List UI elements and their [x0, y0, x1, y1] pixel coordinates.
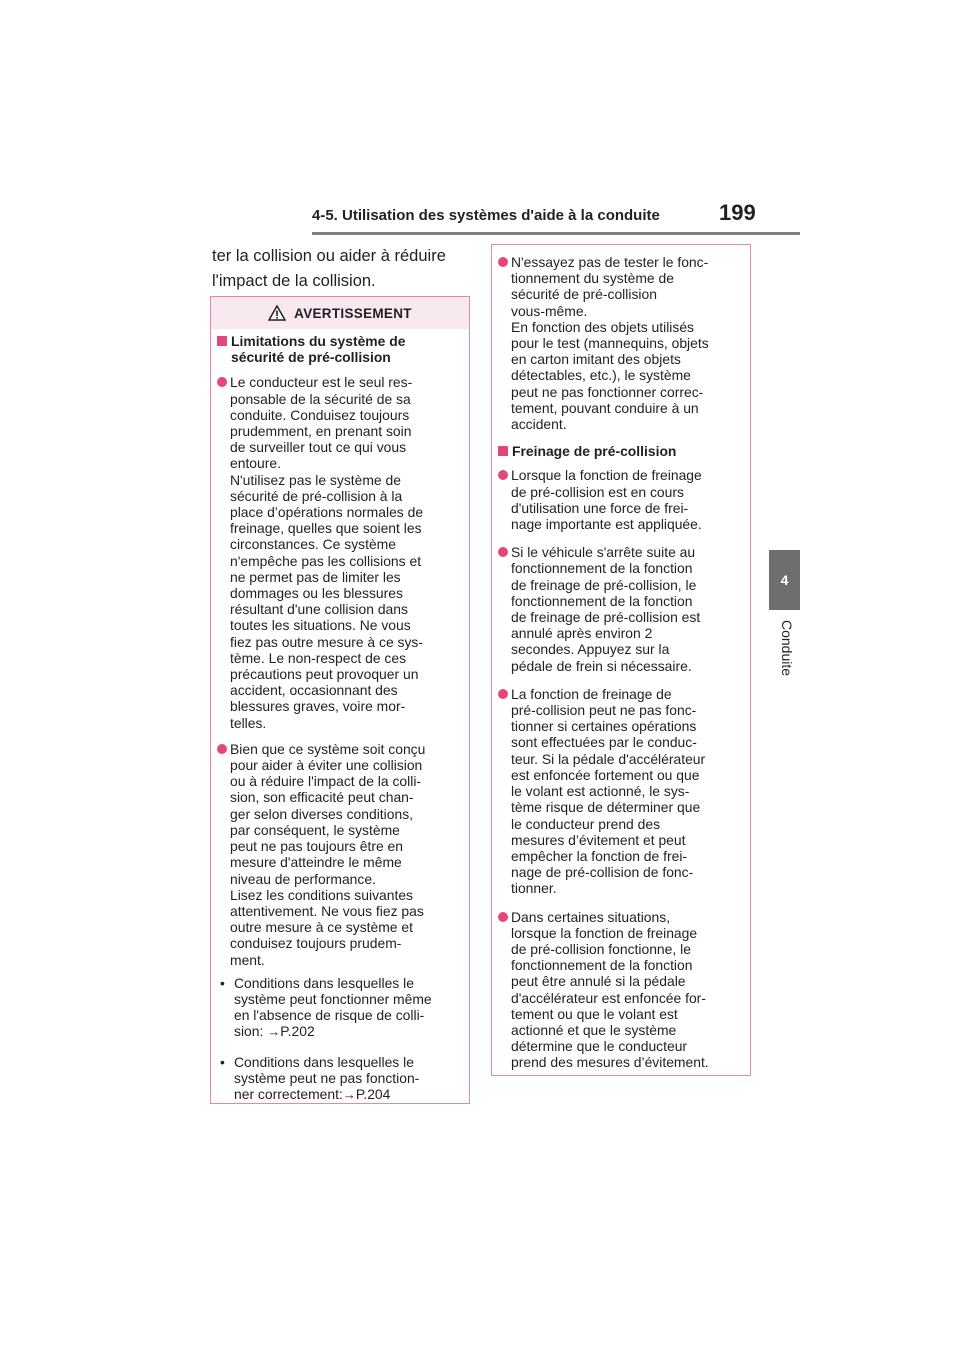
list-item — [498, 686, 742, 897]
intro-line: l'impact de la collision. — [212, 272, 376, 290]
text-line: nage importante est appliquée. — [511, 516, 702, 533]
text-line: est enfoncée fortement ou que — [511, 766, 700, 783]
text-line: entoure. — [230, 455, 281, 472]
text-line: accident. — [511, 416, 567, 433]
text-line: tionner. — [511, 880, 557, 897]
text-line: le conducteur prend des — [511, 815, 661, 832]
text-line: détermine que le conducteur — [511, 1038, 688, 1055]
round-bullet-icon — [498, 689, 508, 699]
round-bullet-icon — [217, 744, 227, 754]
text-line: de pré-collision fonctionne, le — [511, 940, 691, 957]
text-line: fonctionnement de la fonction — [511, 957, 693, 974]
item-text — [230, 374, 461, 730]
text-line: prend des mesures d’évitement. — [511, 1054, 709, 1071]
round-bullet-icon — [498, 547, 508, 557]
text-line: n'empêche pas les collisions et — [230, 552, 422, 569]
round-bullet-icon — [217, 377, 227, 387]
dot-bullet-icon: • — [220, 974, 225, 991]
square-bullet-icon — [498, 446, 508, 456]
round-bullet-icon — [498, 257, 508, 267]
text-line: conduite. Conduisez toujours — [230, 406, 410, 423]
text-line: telles. — [230, 714, 267, 731]
text-line: teur. Si la pédale d'accélérateur — [511, 750, 706, 767]
text-line: de freinage de pré-collision, le — [511, 576, 697, 593]
text-line: le volant est actionné, le sys- — [511, 783, 690, 800]
text-line: en carton imitant des objets — [511, 351, 681, 368]
text-line: peut être annulé si la pédale — [511, 973, 686, 990]
text-line: sécurité de pré-collision à la — [230, 487, 403, 504]
text-line: mesures d’évitement et peut — [511, 831, 686, 848]
text-line: ne permet pas de limiter les — [230, 568, 401, 585]
list-item — [498, 909, 742, 1071]
text-line: N'utilisez pas le système de — [230, 471, 401, 488]
text-line: Si le véhicule s'arrête suite au — [511, 544, 696, 561]
text-line: niveau de performance. — [230, 870, 376, 887]
text-line: ger selon diverses conditions, — [230, 805, 413, 822]
text-line: ponsable de la sécurité de sa — [230, 390, 411, 407]
text-line: place d’opérations normales de — [230, 504, 424, 521]
text-line: Freinage de pré-collision — [512, 443, 677, 460]
text-line: tement, pouvant conduire à un — [511, 399, 699, 416]
text-line: tionnement du système de — [511, 270, 674, 287]
page-number: 199 — [719, 200, 756, 225]
item-text — [511, 686, 742, 897]
text-line: secondes. Appuyez sur la — [511, 641, 670, 658]
text-line: pédale de frein si nécessaire. — [511, 657, 692, 674]
text-fragment: ner correctement: — [234, 1085, 343, 1102]
text-line: tème. Le non-respect de ces — [230, 649, 407, 666]
text-line: fonctionnement de la fonction — [511, 560, 693, 577]
section-title: 4-5. Utilisation des systèmes d'aide à la conduite — [312, 207, 660, 224]
text-line: résultant d'une collision dans — [230, 601, 408, 618]
list-item — [498, 467, 742, 532]
text-line: empêcher la fonction de frei- — [511, 847, 688, 864]
warning-title: AVERTISSEMENT — [294, 305, 412, 321]
sub-bullet-item — [217, 1054, 461, 1104]
text-line: sécurité de pré-collision — [511, 286, 657, 303]
text-line: En fonction des objets utilisés — [511, 318, 694, 335]
text-line: Conditions dans lesquelles le — [234, 974, 414, 991]
right-arrow-icon: → — [342, 1086, 356, 1102]
text-line: précautions peut provoquer un — [230, 666, 419, 683]
text-line: Le conducteur est le seul res- — [230, 374, 413, 391]
warning-content-right — [492, 245, 750, 1071]
text-line: d'accélérateur est enfoncée for- — [511, 989, 706, 1006]
chapter-label: Conduite — [779, 620, 795, 677]
text-line: fiez pas outre mesure à ce sys- — [230, 633, 424, 650]
text-line — [234, 1086, 419, 1103]
warning-content-left — [211, 329, 469, 1103]
text-line: de surveiller tout ce qui vous — [230, 439, 407, 456]
text-line: de pré-collision est en cours — [511, 483, 684, 500]
item-text — [230, 741, 461, 968]
sub-bullet-item — [217, 975, 461, 1041]
text-line: annulé après environ 2 — [511, 625, 653, 642]
text-line: sion, son efficacité peut chan- — [230, 789, 414, 806]
chapter-number: 4 — [780, 572, 789, 588]
warning-header — [211, 297, 469, 329]
item-text — [511, 909, 742, 1071]
header-divider — [312, 232, 800, 235]
text-line: vous-même. — [511, 302, 588, 319]
text-line: prudemment, en prenant soin — [230, 423, 412, 440]
round-bullet-icon — [498, 912, 508, 922]
text-line: en l'absence de risque de colli- — [234, 1007, 425, 1024]
text-line: pour le test (mannequins, objets — [511, 335, 709, 352]
subsection-title — [217, 333, 461, 365]
intro-text — [212, 244, 474, 294]
text-line: fonctionnement de la fonction — [511, 592, 693, 609]
warning-box — [210, 296, 470, 1104]
text-line: N'essayez pas de tester le fonc- — [511, 254, 709, 270]
list-item — [498, 544, 742, 674]
text-line: blessures graves, voire mor- — [230, 698, 406, 715]
list-item — [217, 741, 461, 968]
text-line: toutes les situations. Ne vous — [230, 617, 411, 634]
subsection-title — [498, 443, 742, 459]
text-line: système peut ne pas fonction- — [234, 1069, 420, 1086]
list-item — [498, 254, 742, 432]
text-line: accident, occasionnant des — [230, 682, 398, 699]
warning-box-continued — [491, 244, 751, 1076]
dot-bullet-icon: • — [220, 1053, 225, 1070]
text-line: lorsque la fonction de freinage — [511, 924, 698, 941]
item-text — [234, 975, 432, 1041]
text-line: d'utilisation une force de frei- — [511, 499, 689, 516]
text-line: freinage, quelles que soient les — [230, 520, 422, 537]
text-line: circonstances. Ce système — [230, 536, 396, 553]
text-line: pour aider à éviter une collision — [230, 757, 423, 774]
text-line: système peut fonctionner même — [234, 990, 432, 1007]
intro-line: ter la collision ou aider à réduire — [212, 247, 446, 265]
text-line: outre mesure à ce système et — [230, 919, 413, 936]
text-line: Limitations du système de — [231, 333, 406, 349]
item-text — [234, 1054, 419, 1104]
text-line: ment. — [230, 951, 265, 968]
page-reference[interactable]: P.202 — [280, 1023, 315, 1040]
text-line: mesure d'atteindre le même — [230, 854, 402, 871]
text-line: dommages ou les blessures — [230, 585, 403, 602]
text-line: Lorsque la fonction de freinage — [511, 467, 702, 484]
round-bullet-icon — [498, 470, 508, 480]
text-line: La fonction de freinage de — [511, 685, 672, 702]
item-text — [511, 544, 742, 674]
text-line: Bien que ce système soit conçu — [230, 740, 426, 757]
text-line: actionné et que le système — [511, 1021, 677, 1038]
text-line: peut ne pas toujours être en — [230, 838, 403, 855]
text-line: attentivement. Ne vous fiez pas — [230, 902, 424, 919]
text-line: de freinage de pré-collision est — [511, 609, 701, 626]
text-line: peut ne pas fonctionner correc- — [511, 383, 704, 400]
item-text — [511, 254, 742, 432]
warning-triangle-icon — [268, 305, 286, 321]
text-line: Conditions dans lesquelles le — [234, 1053, 414, 1070]
text-line: conduisez toujours prudem- — [230, 935, 402, 952]
text-line: ou à réduire l'impact de la colli- — [230, 773, 422, 790]
text-line: sont effectuées par le conduc- — [511, 734, 697, 751]
text-line: tème risque de déterminer que — [511, 799, 701, 816]
item-text — [511, 467, 742, 532]
text-line: Dans certaines situations, — [511, 908, 671, 925]
text-line: pré-collision peut ne pas fonc- — [511, 702, 697, 719]
right-arrow-icon: → — [267, 1024, 281, 1040]
page-reference[interactable]: P.204 — [355, 1085, 391, 1102]
square-bullet-icon — [217, 336, 227, 346]
list-item — [217, 374, 461, 730]
text-line: détectables, etc.), le système — [511, 367, 691, 384]
text-line — [234, 1023, 432, 1040]
text-line: sécurité de pré-collision — [231, 349, 391, 366]
text-line: nage de pré-collision de fonc- — [511, 864, 694, 881]
text-line: tement ou que le volant est — [511, 1005, 678, 1022]
text-line: par conséquent, le système — [230, 821, 400, 838]
chapter-tab — [769, 550, 800, 610]
text-line: tionner si certaines opérations — [511, 718, 697, 735]
text-line: Lisez les conditions suivantes — [230, 886, 413, 903]
text-fragment: sion: — [234, 1023, 264, 1040]
